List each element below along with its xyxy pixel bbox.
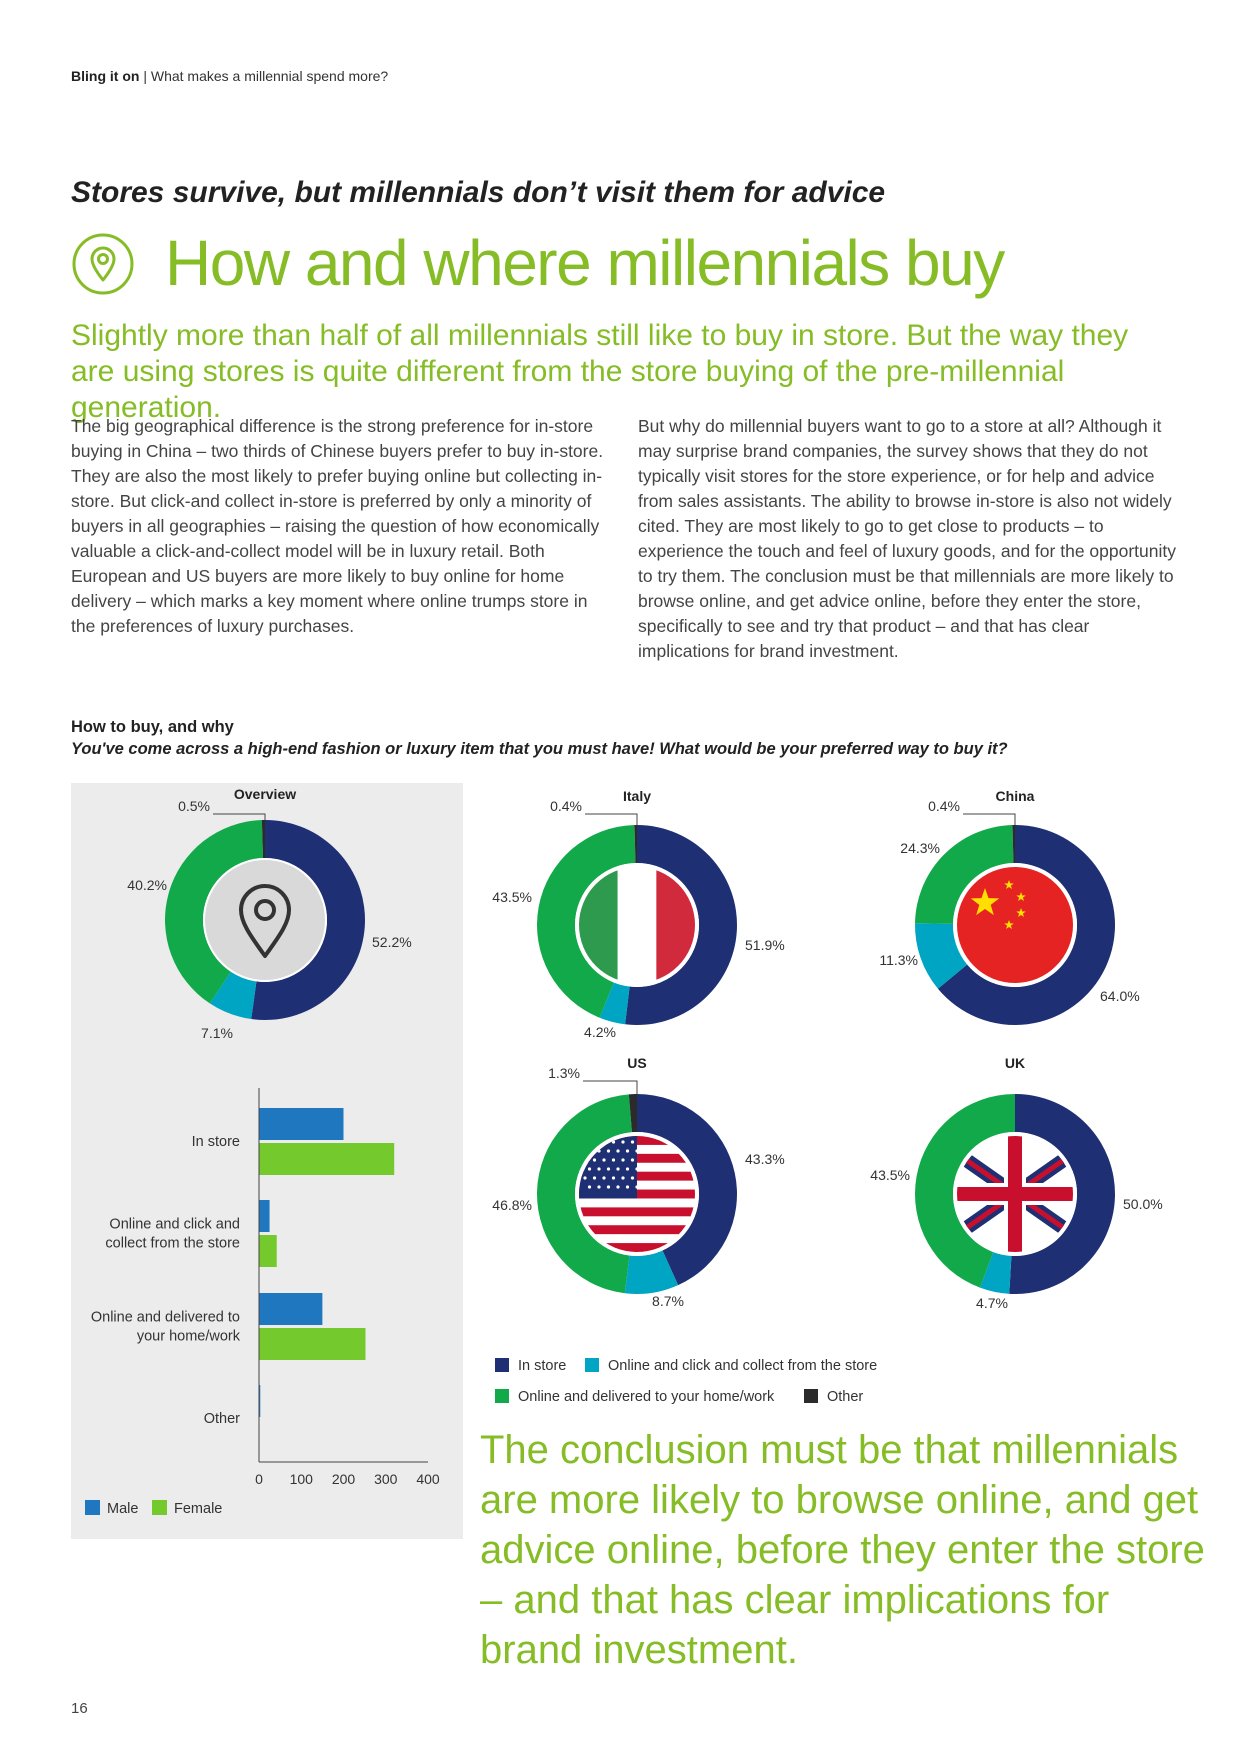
donut-overview-label-click-collect: 7.1% [201, 1025, 233, 1041]
donut-china-leader-line [963, 814, 1015, 825]
legend-swatch-in-store [495, 1358, 509, 1372]
bar-in-store-male [259, 1108, 344, 1140]
donut-overview-label-in-store: 52.2% [372, 934, 412, 950]
legend-swatch-click-collect [585, 1358, 599, 1372]
chart-legend [495, 1358, 877, 1405]
legend-swatch-home-delivery [495, 1389, 509, 1403]
bar-home-delivery-female [259, 1328, 365, 1360]
donut-italy-label-click-collect: 4.2% [584, 1024, 616, 1040]
figure-question: You've come across a high-end fashion or luxury item that you must have! What would be your preferred way to buy it? [71, 740, 1008, 758]
donut-uk-label-home-delivery: 43.5% [870, 1167, 910, 1183]
bar-category-label-other: Other [203, 1411, 240, 1427]
pull-quote-conclusion: The conclusion must be that millennials are more likely to browse online, and get advice online, before they enter the store – and that has clear implications for brand investment. [480, 1428, 1205, 1672]
bar-category-label-in-store: In store [191, 1134, 240, 1150]
bar-x-tick-label: 100 [289, 1471, 313, 1487]
donut-china-title: China [995, 788, 1035, 804]
section-kicker: Stores survive, but millennials don’t visit them for advice [71, 176, 886, 209]
uk-flag-icon [957, 1136, 1073, 1252]
bar-x-tick-label: 200 [331, 1471, 356, 1487]
legend-label-other: Other [827, 1389, 864, 1405]
bar-click-collect-female [259, 1235, 277, 1267]
donut-italy-label-other: 0.4% [550, 798, 582, 814]
bar-category-label-home-delivery: Online and delivered to [90, 1309, 240, 1326]
donut-overview [127, 786, 411, 1041]
bar-category-label-click-collect: Online and click and [109, 1216, 240, 1233]
donut-overview-label-other: 0.5% [178, 798, 210, 814]
donut-china-label-other: 0.4% [928, 798, 960, 814]
legend-swatch-female [152, 1500, 167, 1515]
donut-us-label-other: 1.3% [548, 1065, 580, 1081]
bar-in-store-female [259, 1143, 394, 1175]
section-subtitle: What makes a millennial spend more? [150, 68, 389, 84]
lead-paragraph: Slightly more than half of all millennials still like to buy in store. But the way they are using stores is quite different from the store buying of the pre-millennial generation. [71, 319, 1129, 424]
legend-label-home-delivery: Online and delivered to your home/work [518, 1389, 775, 1405]
donut-italy-label-home-delivery: 43.5% [492, 889, 532, 905]
donut-us-label-click-collect: 8.7% [652, 1293, 684, 1309]
header-separator: | [143, 68, 147, 84]
bar-x-tick-label: 300 [374, 1471, 398, 1487]
donut-italy-leader-line [585, 814, 637, 825]
legend-swatch-other [804, 1389, 818, 1403]
section-name: Bling it on [71, 68, 140, 84]
donut-us-leader-line [583, 1081, 637, 1094]
china-flag-icon [957, 867, 1073, 983]
legend-label-click-collect: Online and click and collect from the store [608, 1358, 878, 1374]
body-text-left: The big geographical difference is the strong preference for in-store buying in China – two thirds of Chinese buyers prefer to buy in-store. They are also the most likely to prefer buying online but collecting in-store. But click-and collect in-store is preferred by only a minority of buyers in all geographies – raising the question of how economically valuable a click-and-collect model will be in luxury retail. Both European and US buyers are more likely to buy online for home delivery – which marks a key moment where online trumps store in the preferences of luxury purchases. [71, 416, 604, 636]
donut-uk-label-in-store: 50.0% [1123, 1196, 1163, 1212]
body-text-right: But why do millennial buyers want to go to a store at all? Although it may surprise brand companies, the survey shows that they do not typically visit stores for the store experience, or for help and advice from sales assistants. The ability to browse in-store is also not widely cited. They are most likely to go to get close to products – to experience the touch and feel of luxury goods, and for the opportunity to try them. The conclusion must be that millennials are more likely to browse online, and get advice online, before they enter the store, specifically to see and try that product – and that has clear implications for brand investment. [638, 416, 1176, 661]
donut-overview-title: Overview [233, 786, 297, 802]
donut-uk-label-click-collect: 4.7% [976, 1295, 1008, 1311]
donut-overview-label-home-delivery: 40.2% [127, 877, 167, 893]
bar-category-label-click-collect: collect from the store [105, 1235, 240, 1252]
legend-label-male: Male [107, 1501, 139, 1517]
us-flag-icon [579, 1136, 695, 1253]
page-number: 16 [71, 1700, 88, 1717]
legend-label-female: Female [174, 1501, 223, 1517]
donut-china-label-in-store: 64.0% [1100, 988, 1140, 1004]
legend-label-in-store: In store [518, 1358, 567, 1374]
donut-italy-label-in-store: 51.9% [745, 937, 785, 953]
page-title: How and where millennials buy [165, 227, 1004, 299]
donut-uk-title: UK [1004, 1055, 1026, 1071]
legend-swatch-male [85, 1500, 100, 1515]
donut-china-label-click-collect: 11.3% [879, 952, 918, 968]
donut-us-title: US [627, 1055, 647, 1071]
italy-flag-icon [579, 867, 695, 983]
bar-x-tick-label: 400 [416, 1471, 440, 1487]
bar-category-label-home-delivery: your home/work [136, 1328, 240, 1345]
bar-x-tick-label: 0 [255, 1471, 263, 1487]
gender-bar-chart [85, 1088, 440, 1517]
donut-italy-title: Italy [622, 788, 652, 804]
donut-us-label-home-delivery: 46.8% [492, 1197, 532, 1213]
donut-us-label-in-store: 43.3% [745, 1151, 785, 1167]
donut-china-label-home-delivery: 24.3% [900, 840, 940, 856]
bar-click-collect-male [259, 1200, 270, 1232]
figure-heading: How to buy, and why [71, 718, 234, 736]
donut-overview-leader-line [213, 814, 265, 820]
bar-home-delivery-male [259, 1293, 322, 1325]
